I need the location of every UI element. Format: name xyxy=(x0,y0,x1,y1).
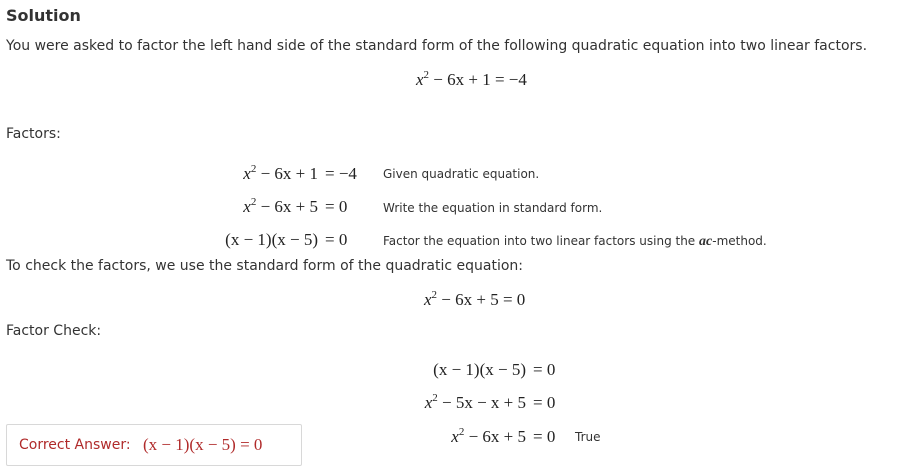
correct-answer-box xyxy=(6,424,302,466)
given-equation: $x^2 - 6x + 1 = -4$ xyxy=(416,69,527,89)
check-step-3-lhs: $x^2 - 6x + 5$ xyxy=(451,426,526,446)
factor-step-1-note: Given quadratic equation. xyxy=(383,167,540,181)
solution-heading: Solution xyxy=(6,6,81,25)
correct-answer-label: Correct Answer: xyxy=(19,437,131,453)
factor-step-1-lhs: $x^2 - 6x + 1$ xyxy=(243,163,318,183)
factor-step-3-rhs: = 0 xyxy=(325,230,348,249)
intro-text: You were asked to factor the left hand side of the standard form of the following quadratic equation into two linear factors. xyxy=(6,38,868,54)
factor-step-2-lhs: $x^2 - 6x + 5$ xyxy=(243,196,318,216)
factors-label: Factors: xyxy=(6,126,61,142)
factor-check-label: Factor Check: xyxy=(6,323,102,339)
factor-step-3-lhs: (x − 1)(x − 5) xyxy=(225,230,318,249)
check-step-1-lhs: (x − 1)(x − 5) xyxy=(433,360,526,379)
ac-method-term: ac xyxy=(699,234,713,249)
check-step-2-lhs: $x^2 - 5x - x + 5$ xyxy=(424,392,526,412)
correct-answer-value: (x − 1)(x − 5) = 0 xyxy=(143,435,263,454)
check-step-3-note: True xyxy=(575,430,601,444)
factor-step-2-note: Write the equation in standard form. xyxy=(383,201,603,215)
check-step-3-rhs: = 0 xyxy=(533,427,556,446)
factor-step-1-rhs: = −4 xyxy=(325,164,357,183)
standard-form-equation: $x^2 - 6x + 5 = 0$ xyxy=(424,289,526,309)
factor-step-3-note: Factor the equation into two linear factors using the ac-method. xyxy=(383,234,767,249)
check-step-2-rhs: = 0 xyxy=(533,393,556,412)
check-intro-text: To check the factors, we use the standard form of the quadratic equation: xyxy=(6,258,524,274)
check-step-1-rhs: = 0 xyxy=(533,360,556,379)
factor-step-2-rhs: = 0 xyxy=(325,197,348,216)
